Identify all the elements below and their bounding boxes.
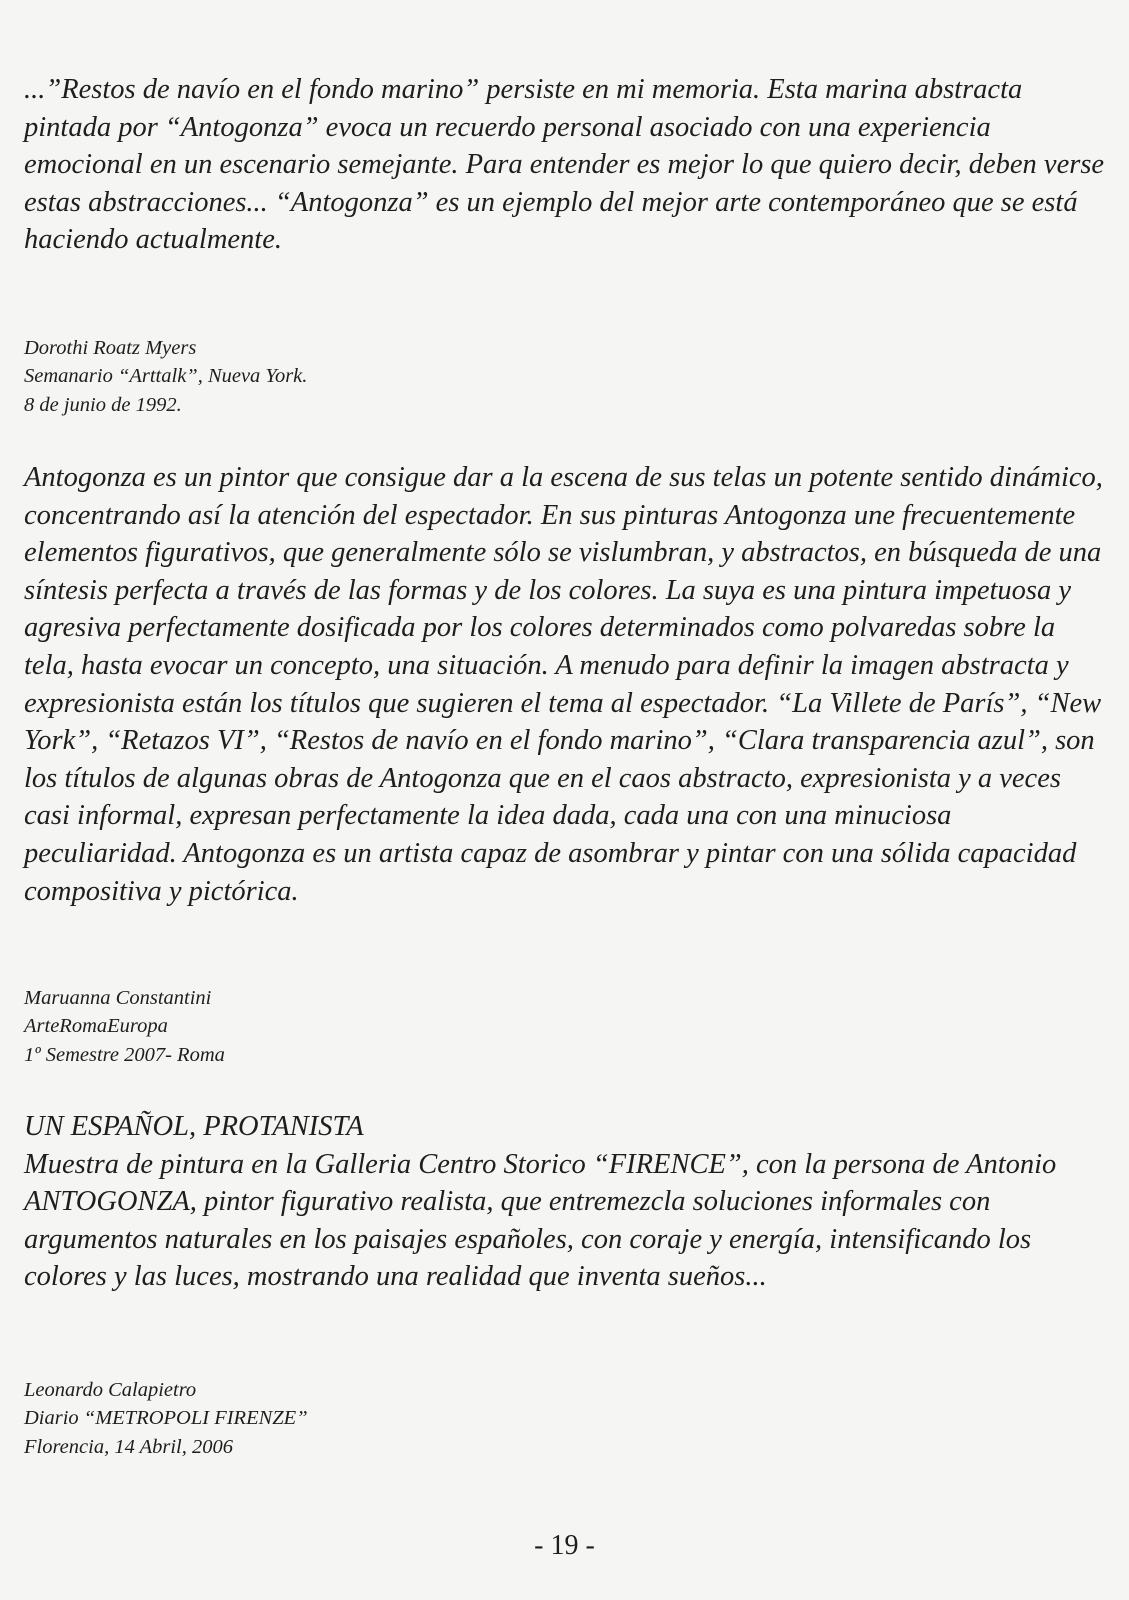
review-2-source: ArteRomaEuropa <box>24 1015 168 1038</box>
review-1-quote <box>24 71 1109 259</box>
review-2-author: Maruanna Constantini <box>24 987 212 1009</box>
review-1-source: Semanario “Arttalk”, Nueva York. <box>24 365 308 388</box>
review-1-signature <box>24 334 1109 419</box>
review-3-quote <box>24 1108 1109 1296</box>
review-3-date: Florencia, 14 Abril, 2006 <box>24 1435 233 1458</box>
review-3-text: Muestra de pintura en la Galleria Centro Storico “FIRENCE”, con la persona de Antonio ANTOGONZA, pintor figurativo realista, que entremezcla soluciones informales con argumentos naturales en los paisajes españoles, con coraje y energía, intensificando los colores y las luces, mostrando una realidad que inventa sueños... <box>24 1148 1057 1293</box>
review-2-date: 1º Semestre 2007- Roma <box>24 1043 225 1066</box>
review-2-quote <box>24 459 1109 910</box>
review-1-author: Dorothi Roatz Myers <box>24 337 197 359</box>
page-number: - 19 - <box>534 1530 595 1561</box>
review-2-signature <box>24 984 1109 1069</box>
review-1-date: 8 de junio de 1992. <box>24 393 182 416</box>
review-3-source: Diario “METROPOLI FIRENZE” <box>24 1407 308 1430</box>
review-3-heading: UN ESPAÑOL, PROTANISTA <box>24 1111 364 1142</box>
review-1-text: ...”Restos de navío en el fondo marino” persiste en mi memoria. Esta marina abstracta pintada por “Antogonza” evoca un recuerdo personal asociado con una experiencia emocional en un escenario semejante. Para entender es mejor lo que quiero decir, deben verse estas abstracciones... “Antogonza” es un ejemplo del mejor arte contemporáneo que se está haciendo actualmente. <box>24 74 1105 256</box>
review-3-author: Leonardo Calapietro <box>24 1379 197 1401</box>
review-3-signature <box>24 1376 1109 1461</box>
review-2-text: Antogonza es un pintor que consigue dar a la escena de sus telas un potente sentido dinámico, concentrando así la atención del espectador. En sus pinturas Antogonza une frecuentemente elementos figurativos, que generalmente sólo se vislumbran, y abstractos, en búsqueda de una síntesis perfecta a través de las formas y de los colores. La suya es una pintura impetuosa y agresiva perfectamente dosificada por los colores determinados como polvaredas sobre la tela, hasta evocar un concepto, una situación. A menudo para definir la imagen abstracta y expresionista están los títulos que sugieren el tema al espectador. “La Villete de París”, “New York”, “Retazos VI”, “Restos de navío en el fondo marino”, “Clara transparencia azul”, son los títulos de algunas obras de Antogonza que en el caos abstracto, expresionista y a veces casi informal, expresan perfectamente la idea dada, cada una con una minuciosa peculiaridad. Antogonza es un artista capaz de asombrar y pintar con una sólida capacidad compositiva y pictórica. <box>24 462 1103 907</box>
